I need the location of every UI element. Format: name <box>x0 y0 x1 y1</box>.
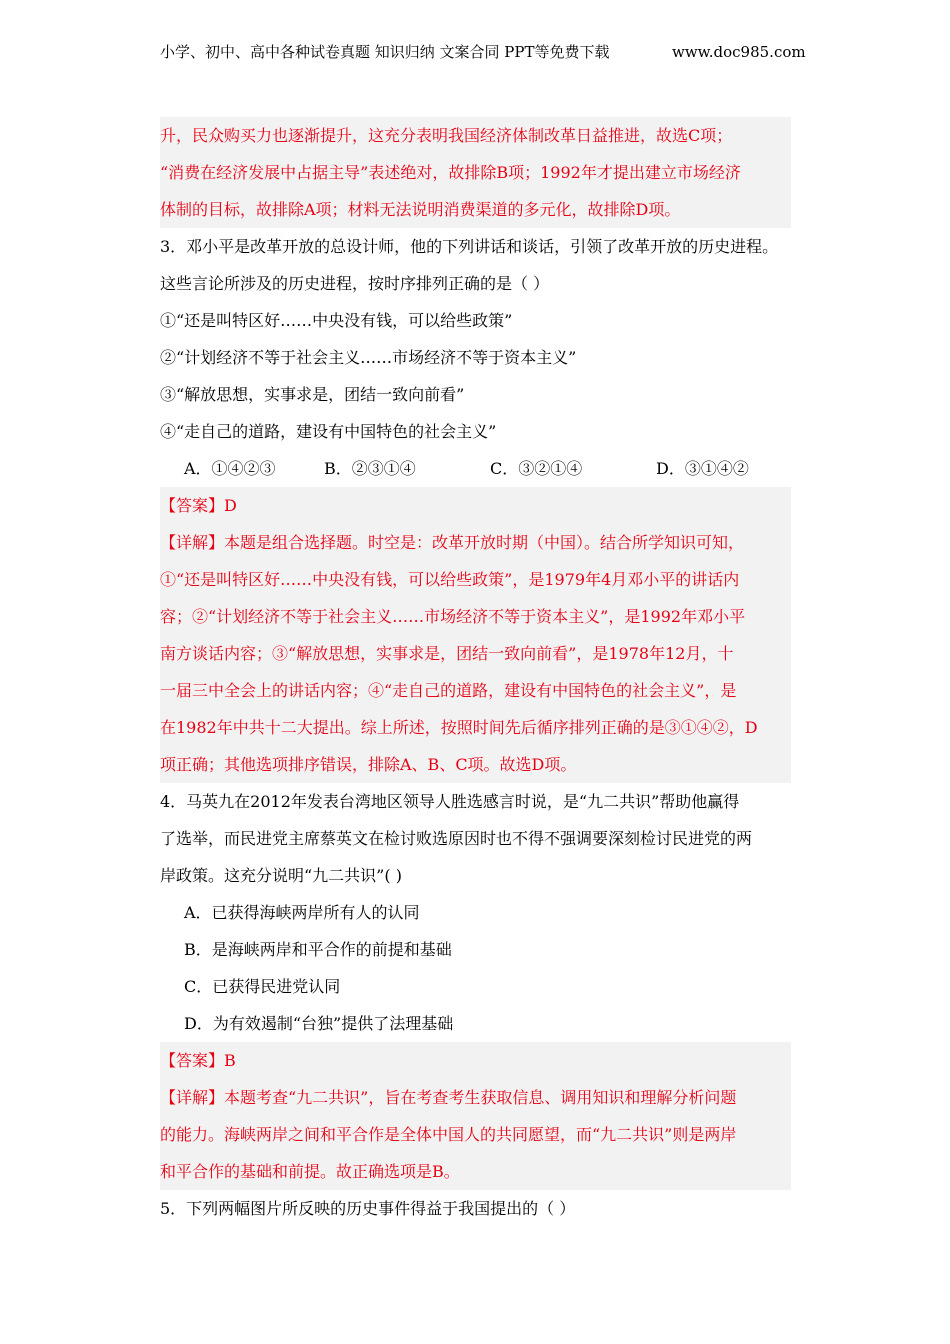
analysis-line: 的能力。海峡两岸之间和平合作是全体中国人的共同愿望，而“九二共识”则是两岸 <box>160 1116 791 1153</box>
option-c: C．已获得民进党认同 <box>184 977 341 996</box>
question-5 <box>160 1190 800 1227</box>
option-d: D．③①④② <box>656 459 749 478</box>
question-stem: 岸政策。这充分说明“九二共识”( ) <box>160 866 402 885</box>
statement-item: ①“还是叫特区好……中央没有钱，可以给些政策” <box>160 311 513 330</box>
statement-item: ④“走自己的道路，建设有中国特色的社会主义” <box>160 422 497 441</box>
statement-item: ③“解放思想，实事求是，团结一致向前看” <box>160 385 465 404</box>
analysis-line: ①“还是叫特区好……中央没有钱，可以给些政策”，是1979年4月邓小平的讲话内 <box>160 561 791 598</box>
option-c: C．③②①④ <box>490 459 583 478</box>
analysis-line: 【详解】本题考查“九二共识”，旨在考查考生获取信息、调用知识和理解分析问题 <box>160 1079 791 1116</box>
option-a: A．已获得海峡两岸所有人的认同 <box>184 903 420 922</box>
statement-item: ②“计划经济不等于社会主义……市场经济不等于资本主义” <box>160 348 577 367</box>
analysis-line: 容；②“计划经济不等于社会主义……市场经济不等于资本主义”，是1992年邓小平 <box>160 598 791 635</box>
header-title: 小学、初中、高中各种试卷真题 知识归纳 文案合同 PPT等免费下载 <box>160 43 610 61</box>
answer-block <box>160 487 800 783</box>
prev-analysis-block <box>160 117 800 228</box>
question-stem: 这些言论所涉及的历史进程，按时序排列正确的是（ ） <box>160 274 550 293</box>
analysis-line: 一届三中全会上的讲话内容；④“走自己的道路，建设有中国特色的社会主义”，是 <box>160 672 791 709</box>
analysis-line: 【详解】本题是组合选择题。时空是：改革开放时期（中国）。结合所学知识可知， <box>160 524 791 561</box>
analysis-line: “消费在经济发展中占据主导”表述绝对，故排除B项；1992年才提出建立市场经济 <box>160 154 791 191</box>
analysis-line: 和平合作的基础和前提。故正确选项是B。 <box>160 1153 791 1190</box>
option-b: B．是海峡两岸和平合作的前提和基础 <box>184 940 452 959</box>
option-b: B．②③①④ <box>324 459 416 478</box>
analysis-line: 项正确；其他选项排序错误，排除A、B、C项。故选D项。 <box>160 746 791 783</box>
answer-label: 【答案】D <box>160 487 791 524</box>
answer-block <box>160 1042 800 1190</box>
document-body <box>160 117 800 1227</box>
question-stem: 了选举，而民进党主席蔡英文在检讨败选原因时也不得不强调要深刻检讨民进党的两 <box>160 829 753 848</box>
analysis-line: 体制的目标，故排除A项；材料无法说明消费渠道的多元化，故排除D项。 <box>160 191 791 228</box>
question-3 <box>160 228 800 783</box>
options-row <box>160 450 800 487</box>
question-stem: 5．下列两幅图片所反映的历史事件得益于我国提出的（ ） <box>160 1199 576 1218</box>
question-stem: 4．马英九在2012年发表台湾地区领导人胜选感言时说，是“九二共识”帮助他赢得 <box>160 792 740 811</box>
analysis-line: 在1982年中共十二大提出。综上所述，按照时间先后循序排列正确的是③①④②，D <box>160 709 791 746</box>
analysis-line: 南方谈话内容；③“解放思想，实事求是，团结一致向前看”，是1978年12月，十 <box>160 635 791 672</box>
question-4 <box>160 783 800 1190</box>
page-header <box>160 40 806 64</box>
question-stem: 3．邓小平是改革开放的总设计师，他的下列讲话和谈话，引领了改革开放的历史进程。 <box>160 237 779 256</box>
header-site-url[interactable]: www.doc985.com <box>672 43 806 61</box>
analysis-line: 升，民众购买力也逐渐提升，这充分表明我国经济体制改革日益推进，故选C项； <box>160 117 791 154</box>
answer-label: 【答案】B <box>160 1042 791 1079</box>
option-d: D．为有效遏制“台独”提供了法理基础 <box>184 1014 454 1033</box>
option-a: A．①④②③ <box>184 459 276 478</box>
